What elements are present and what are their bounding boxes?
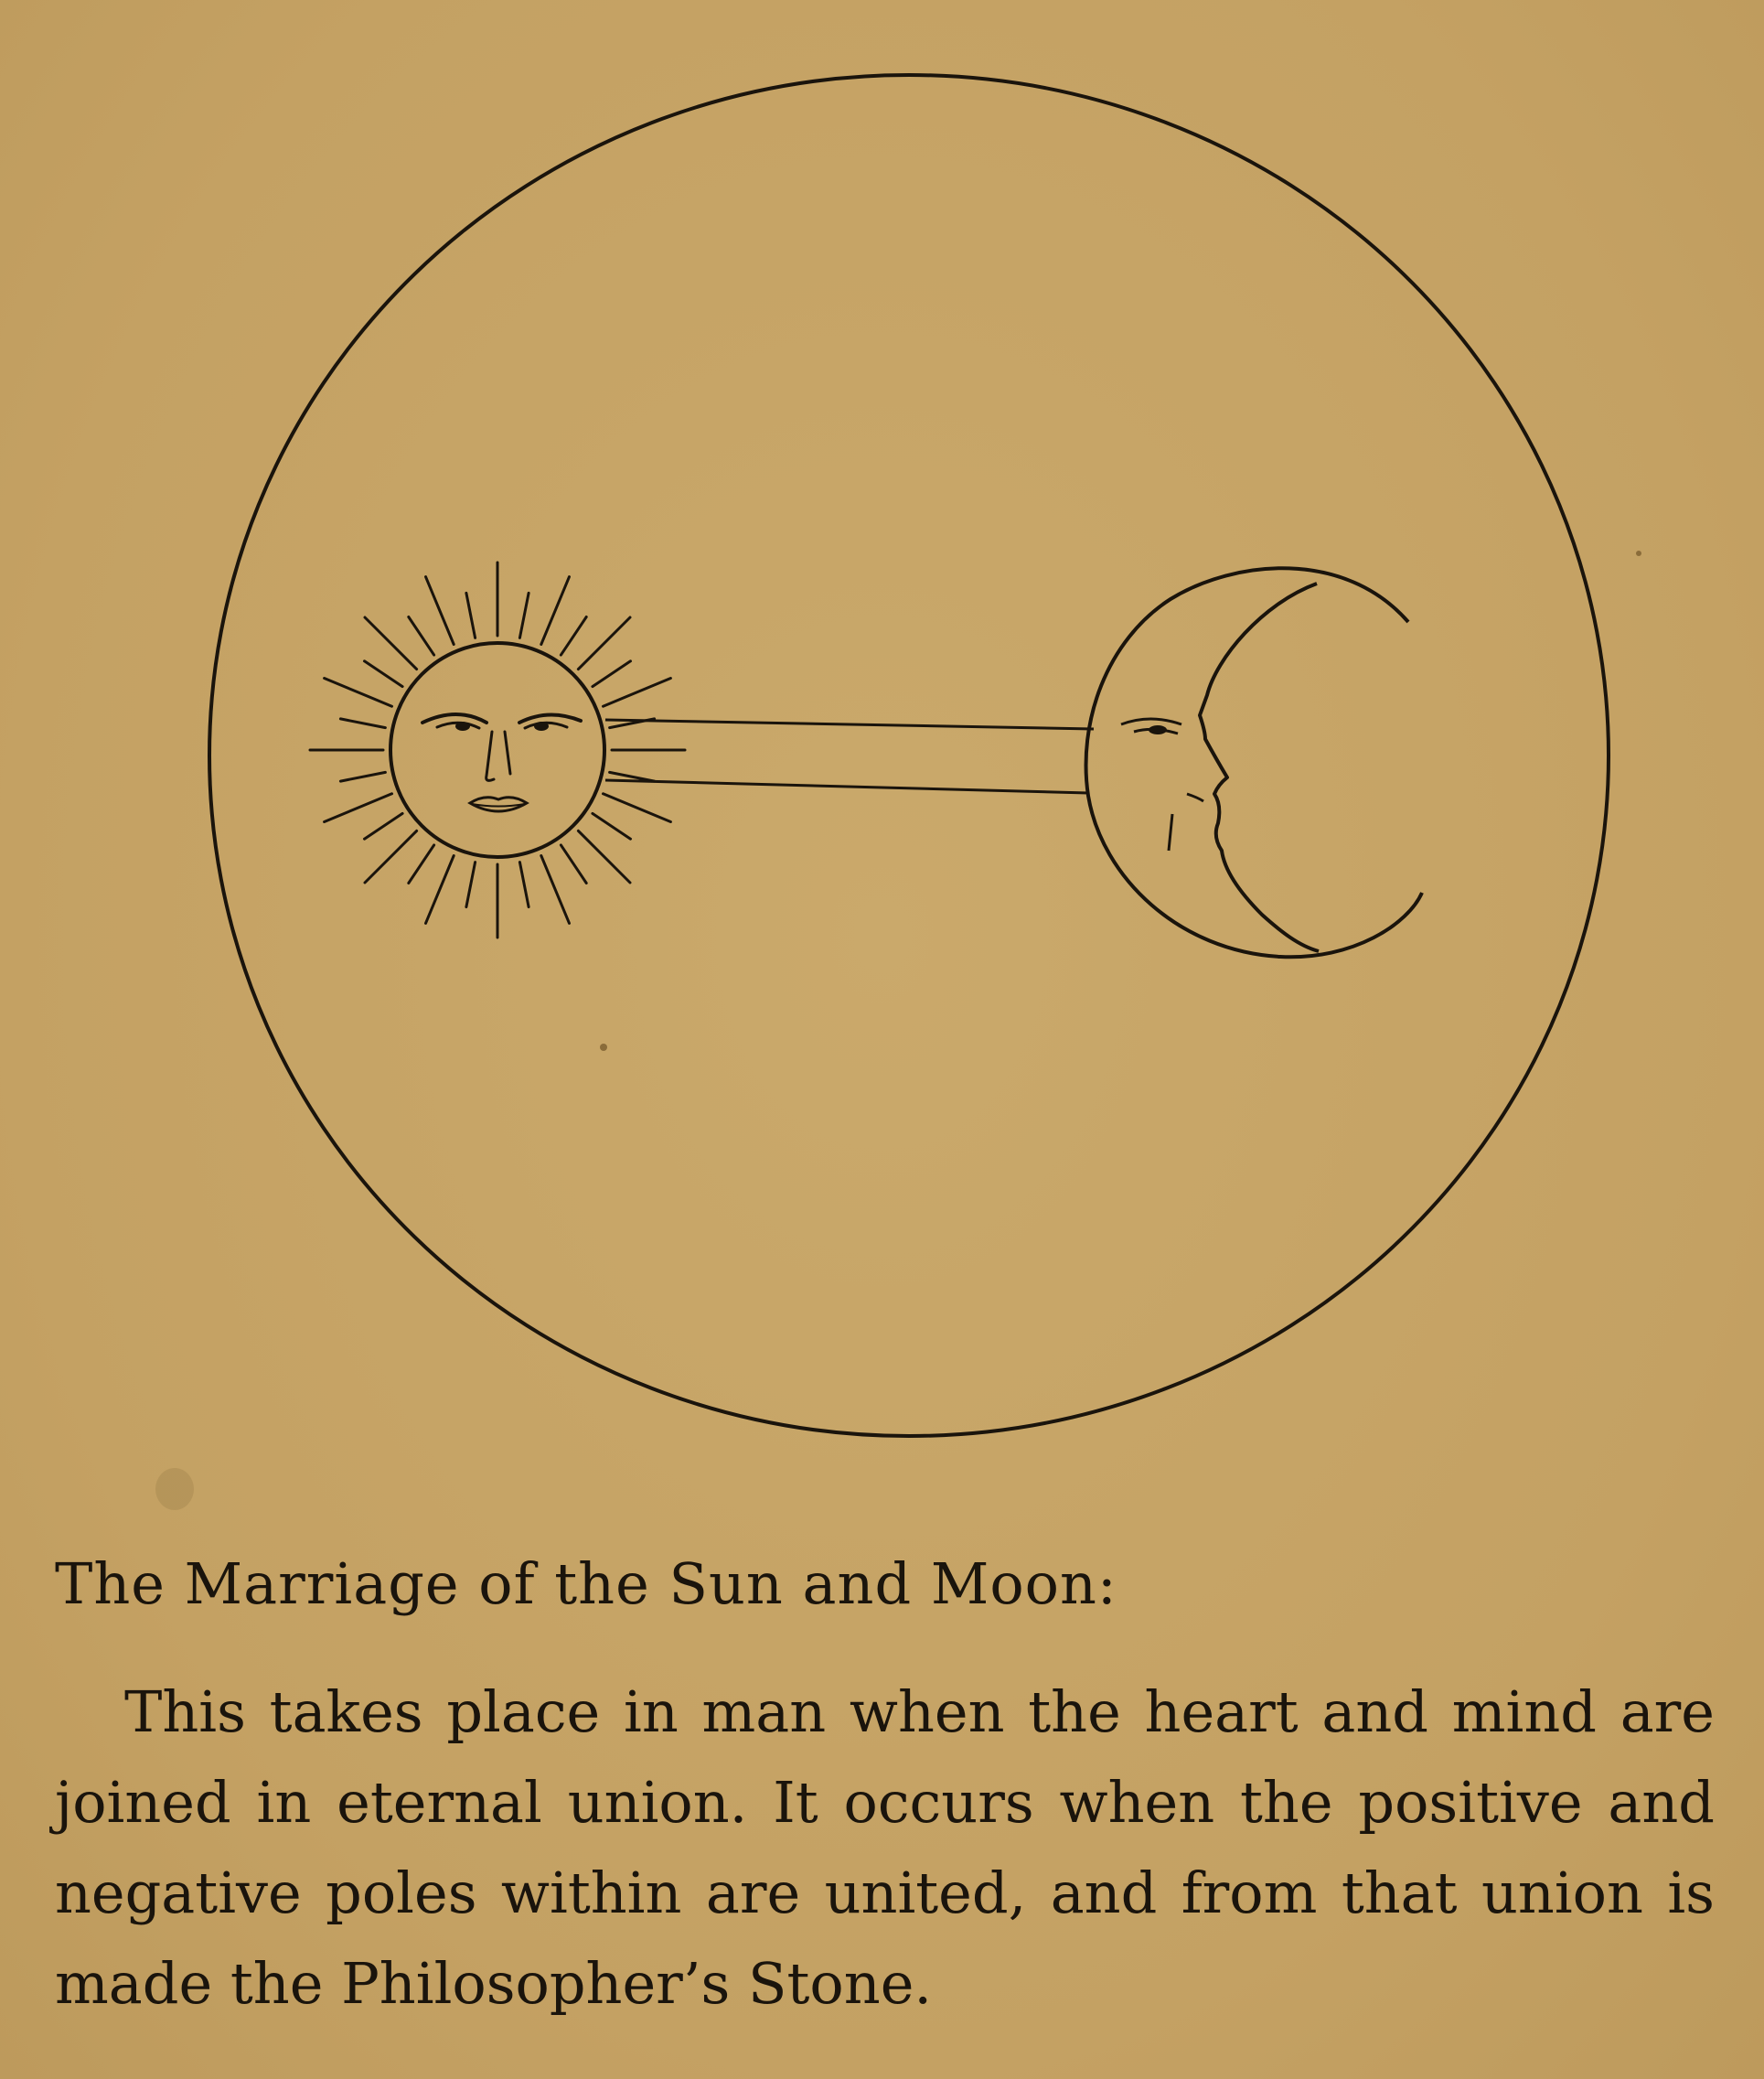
sun-ray (365, 831, 417, 883)
sun-ray (593, 661, 631, 687)
sun-face-icon (310, 563, 685, 938)
moon-cheek-mark (1169, 814, 1172, 851)
moon-outer-arc (1086, 568, 1422, 957)
print-speck (1636, 551, 1641, 556)
sun-ray (578, 617, 630, 670)
sun-ray (365, 661, 403, 687)
caption-title: The Marriage of the Sun and Moon: (55, 1550, 1117, 1617)
sun-right-pupil (534, 722, 549, 731)
sun-ray (426, 856, 454, 924)
sun-ray (325, 679, 392, 707)
crescent-moon-face-icon (1086, 568, 1422, 957)
sun-lip-line (472, 804, 525, 807)
sun-ray (593, 813, 631, 839)
sun-ray (541, 856, 570, 924)
moon-pupil (1149, 725, 1167, 734)
sun-ray (578, 831, 630, 883)
sun-ray (519, 593, 529, 638)
sun-right-brow (519, 714, 581, 723)
sun-ray (340, 772, 385, 781)
sun-ray (604, 679, 671, 707)
sun-ray (466, 593, 476, 638)
sun-left-brow (422, 714, 486, 723)
sun-ray (365, 813, 403, 839)
sun-ray (519, 863, 529, 907)
sun-ray (340, 719, 385, 728)
caption-body: This takes place in man when the heart and mind are joined in eternal union. It occurs when the positive and negative poles within are united, and from that union is made the Philosopher’s Stone. (55, 1678, 1715, 2017)
sun-ray (365, 617, 417, 670)
paper-stain (155, 1468, 194, 1510)
sun-ray (409, 845, 434, 884)
sun-nose (486, 732, 510, 780)
sun-moon-connecting-bar (605, 720, 1094, 793)
print-speck (600, 1044, 607, 1051)
sun-rays (310, 563, 685, 938)
moon-inner-profile (1200, 584, 1319, 951)
sun-left-pupil (455, 722, 470, 731)
sun-ray (409, 617, 434, 656)
sun-ray (561, 845, 586, 884)
moon-eye (1121, 719, 1181, 724)
sun-ray (426, 577, 454, 645)
sun-ray (541, 577, 570, 645)
moon-nostril (1187, 794, 1203, 801)
sun-ray (466, 863, 476, 907)
sun-disc (390, 643, 604, 857)
sun-ray (561, 617, 586, 656)
sun-ray (325, 794, 392, 822)
sun-ray (604, 794, 671, 822)
outer-circle (209, 75, 1609, 1436)
